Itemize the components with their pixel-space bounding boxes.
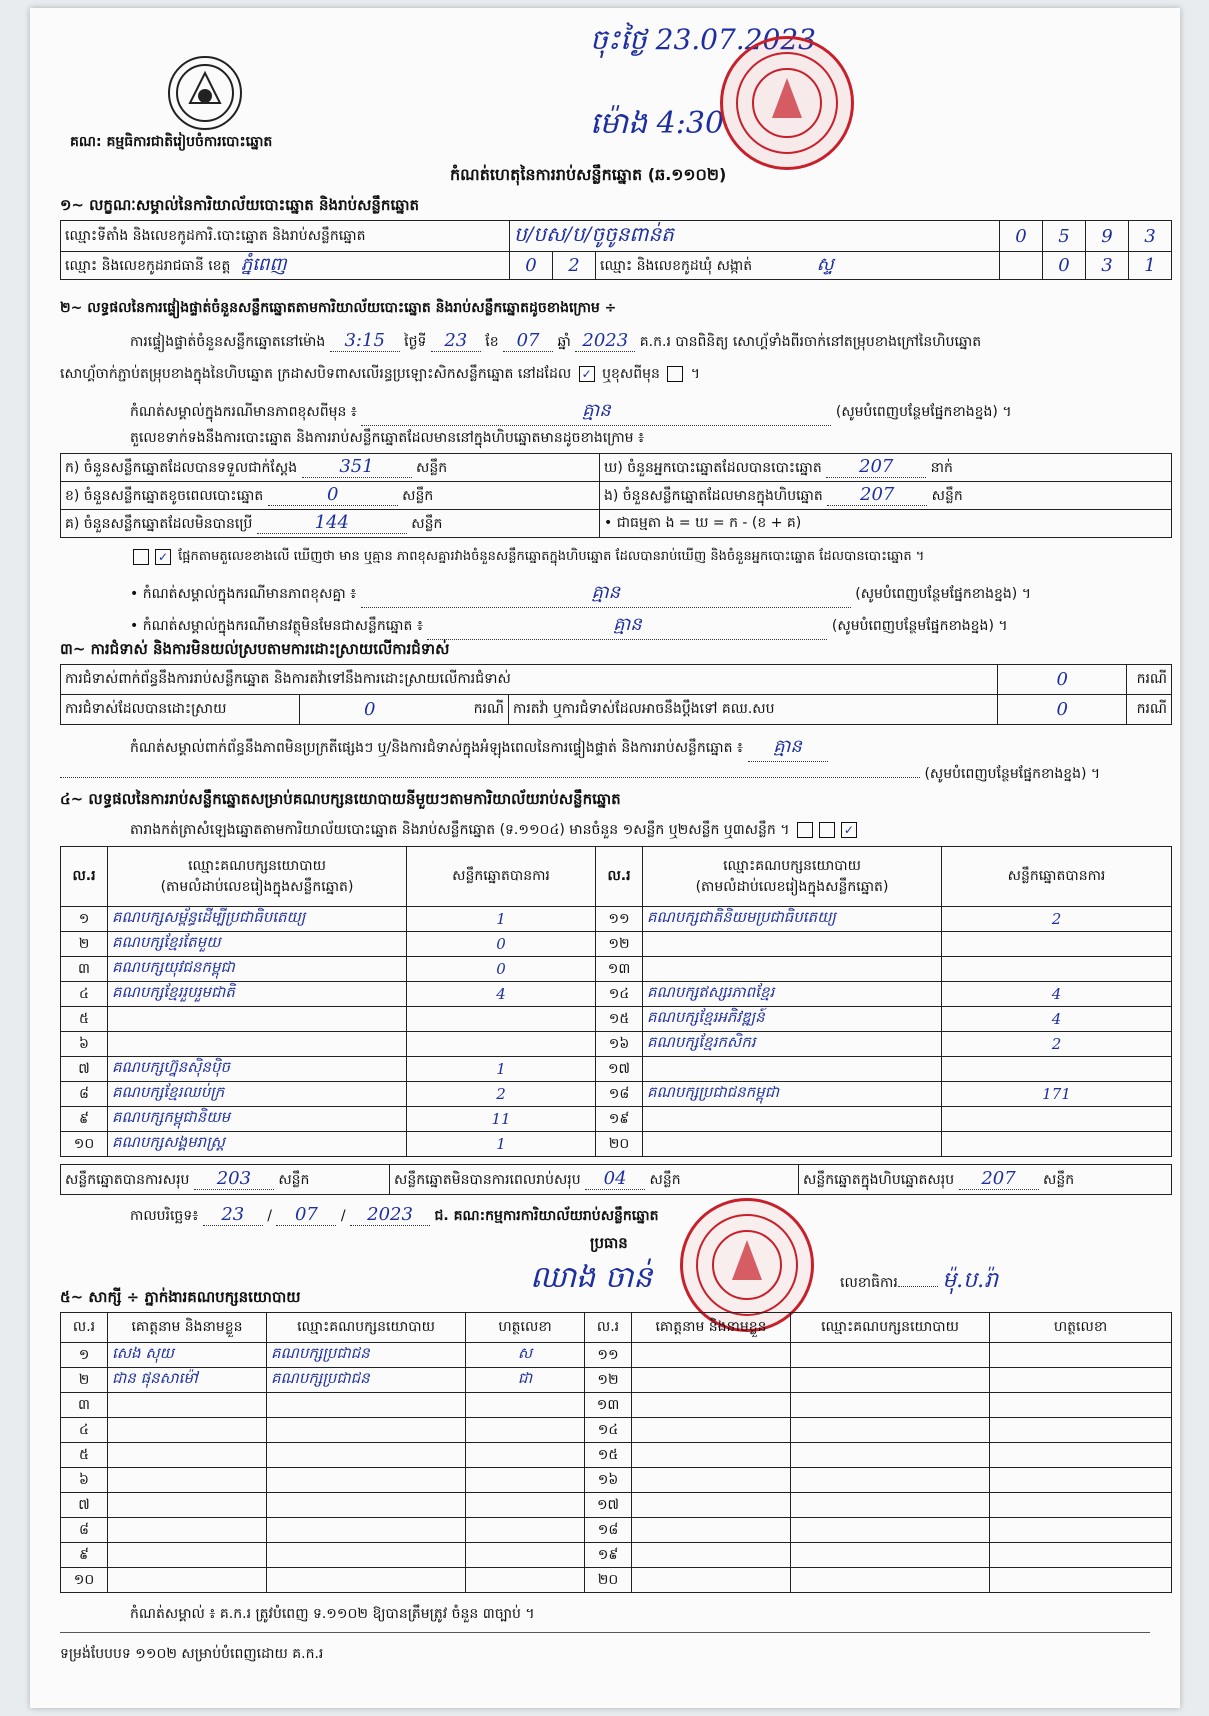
count-label: ង) ចំនួនសន្លឹកឆ្នោតដែលមានក្នុងហិបឆ្នោត	[604, 488, 823, 504]
bullet2-label: • កំណត់សម្គាល់ក្នុងករណីមានវត្ថុមិនមែនជាសន្លឹកឆ្នោត ៖	[130, 618, 423, 634]
sum-box-label: សន្លឹកឆ្នោតក្នុងហិបឆ្នោតសរុប	[803, 1172, 955, 1188]
witness-row	[61, 1518, 1172, 1543]
section2-line2: សោហ្គ័ចាក់ភ្ជាប់តម្រុបខាងក្នុងនៃហិបឆ្នោត ក្រដាសបិទពាសលើរន្ធប្រឡោះសិកសន្លឹកឆ្នោត នៅដដែល ✓ ឬខុសពីមុន ។	[60, 366, 701, 382]
col-votes: សន្លឹកឆ្នោតបានការ	[942, 847, 1172, 907]
col-sign: ហត្ថលេខា	[990, 1313, 1172, 1343]
row-no: ៩	[61, 1543, 108, 1568]
province-code-digit: 0	[510, 252, 553, 280]
row-no: ១៤	[596, 982, 643, 1007]
row-no: ១១	[596, 907, 643, 932]
witness-name	[108, 1418, 267, 1443]
party-vote-row	[61, 1082, 1172, 1107]
party-name: គណបក្សខ្មែរកសិករ	[643, 1032, 942, 1057]
party-vote-row	[61, 1032, 1172, 1057]
count-unit: សន្លឹក	[931, 488, 963, 504]
witness-signature: ស	[466, 1343, 585, 1368]
office-code-digit: 3	[1129, 221, 1172, 252]
province-value: ភ្នំពេញ	[240, 254, 287, 275]
party-votes	[942, 1057, 1172, 1082]
party-votes: 4	[407, 982, 596, 1007]
party-name	[108, 1007, 407, 1032]
has-diff-checkbox[interactable]	[133, 549, 149, 565]
row-no: ១៩	[585, 1543, 632, 1568]
party-name: គណបក្សសង្គមរាស្ត្រ	[108, 1132, 407, 1157]
witness-signature	[990, 1568, 1172, 1593]
party-votes: 0	[407, 957, 596, 982]
nec-logo-emblem	[168, 56, 242, 130]
party-votes-table	[60, 846, 1172, 1157]
row-no: ១៣	[585, 1393, 632, 1418]
row-no: ១៥	[585, 1443, 632, 1468]
section3-heading: ៣~ ការជំទាស់ និងការមិនយល់ស្របតាមការដោះស្រាយលើការជំទាស់	[60, 640, 450, 658]
office-label: ឈ្មោះទីតាំង និងលេខកូដការិ.បោះឆ្នោត និងរាប់សន្លឹកឆ្នោត	[61, 221, 510, 252]
witness-party	[791, 1468, 990, 1493]
count-value: 207	[827, 484, 927, 506]
col-party: ឈ្មោះគណបក្សនយោបាយ	[188, 857, 326, 874]
party-votes: 171	[942, 1082, 1172, 1107]
witness-name	[108, 1568, 267, 1593]
same-checkbox[interactable]: ✓	[579, 366, 595, 382]
col-party-sub: (តាមលំដាប់លេខរៀងក្នុងសន្លឹកឆ្នោត)	[160, 878, 354, 895]
section5-heading: ៥~ សាក្សី ÷ ភ្នាក់ងារគណបក្សនយោបាយ	[60, 1288, 301, 1306]
party-vote-row	[61, 1007, 1172, 1032]
party-name: គណបក្សខ្មែររួបរួមជាតិ	[108, 982, 407, 1007]
party-name	[643, 1057, 942, 1082]
witness-party	[791, 1443, 990, 1468]
witness-party	[791, 1343, 990, 1368]
witness-signature	[990, 1418, 1172, 1443]
witness-signature	[466, 1493, 585, 1518]
witness-name: ជាន ផុនសាម៉ៅ	[108, 1368, 267, 1393]
sum-valid: 203	[194, 1168, 274, 1190]
row-no: ៧	[61, 1493, 108, 1518]
province-code-digit: 2	[553, 252, 596, 280]
row-no: ១៧	[596, 1057, 643, 1082]
witness-row	[61, 1543, 1172, 1568]
bullet2-value: គ្មាន	[427, 612, 827, 640]
commune-code-digit: 1	[1129, 252, 1172, 280]
section4-intro	[130, 820, 860, 841]
section4-heading: ៤~ លទ្ធផលនៃការរាប់សន្លឹកឆ្នោតសម្រាប់គណបក្សនយោបាយនីមួយៗតាមការិយាល័យរាប់សន្លឹកឆ្នោត	[60, 790, 621, 808]
count-value: 144	[257, 512, 407, 534]
witness-name	[632, 1468, 791, 1493]
witness-party	[791, 1543, 990, 1568]
objections-table	[60, 664, 1172, 725]
province-label: ឈ្មោះ និងលេខកូដរាជធានី ខេត្ត	[65, 258, 231, 274]
witness-signature	[990, 1468, 1172, 1493]
verify-day: 23	[431, 330, 481, 352]
witness-name	[632, 1493, 791, 1518]
office-code-digit: 5	[1043, 221, 1086, 252]
bullet2-line	[130, 612, 1008, 640]
witness-name	[632, 1443, 791, 1468]
row-no: ៤	[61, 982, 108, 1007]
irregularity-label: កំណត់សម្គាល់ពាក់ព័ន្ធនឹងភាពមិនប្រក្រតីផ្សេងៗ ឬ/និងការជំទាស់ក្នុងអំឡុងពេលនៃការផ្ទៀងផ្ទាត់ និងការរាប់សន្លឹកឆ្នោត ៖	[130, 740, 744, 756]
party-votes: 4	[942, 982, 1172, 1007]
date-year: 2023	[350, 1204, 430, 1226]
verify-month: 07	[503, 330, 553, 352]
note-value: គ្មាន	[361, 398, 831, 426]
secretary-signature: ម៉ុ.ប.រ៉ា	[942, 1268, 999, 1293]
party-votes	[942, 1132, 1172, 1157]
witness-row	[61, 1493, 1172, 1518]
row-no: ១៩	[596, 1107, 643, 1132]
received-time: ម៉ោង 4:30	[590, 106, 725, 141]
office-value: ប/បស/ប/ចូចូនពាន់ត	[514, 222, 674, 246]
section3-hint-line	[60, 764, 1100, 785]
date-line: កាលបរិច្ឆេទ៖ 23 / 07 / 2023 ជ. គណ:កម្មការការិយាល័យរាប់សន្លឹកឆ្នោត	[130, 1204, 659, 1225]
seal-line: សោហ្គ័ចាក់ភ្ជាប់តម្រុបខាងក្នុងនៃហិបឆ្នោត ក្រដាសបិទពាសលើរន្ធប្រឡោះសិកសន្លឹកឆ្នោត នៅដដែល	[60, 366, 572, 382]
sum-invalid: 04	[585, 1168, 645, 1190]
day-label: ថ្ងៃទី	[404, 334, 427, 350]
party-votes	[407, 1007, 596, 1032]
witness-signature	[990, 1443, 1172, 1468]
commune-label: ឈ្មោះ និងលេខកូដឃុំ សង្កាត់	[600, 258, 753, 274]
party-votes: 1	[407, 1132, 596, 1157]
row-no: ៨	[61, 1082, 108, 1107]
section1-table	[60, 220, 1172, 280]
row-no: ២	[61, 1368, 108, 1393]
party-vote-row	[61, 1132, 1172, 1157]
witness-party	[791, 1418, 990, 1443]
note-label: កំណត់សម្គាល់ក្នុងករណីមានភាពខុសពីមុន ៖	[130, 404, 357, 420]
party-votes	[942, 957, 1172, 982]
witness-party	[791, 1518, 990, 1543]
section2-note	[130, 398, 1012, 426]
row-no: ១៥	[596, 1007, 643, 1032]
footer-divider	[60, 1632, 1150, 1633]
objection-value: 0	[998, 665, 1127, 695]
witness-party	[267, 1493, 466, 1518]
col-no: ល.រ	[596, 847, 643, 907]
sum-invalid-label: សន្លឹកឆ្នោតមិនបានការពេលរាប់សរុប	[394, 1172, 581, 1188]
party-votes	[407, 1032, 596, 1057]
row-no: ៣	[61, 957, 108, 982]
witness-row	[61, 1468, 1172, 1493]
witness-name	[632, 1543, 791, 1568]
changed-checkbox[interactable]	[667, 366, 683, 382]
party-name	[643, 932, 942, 957]
witness-party	[791, 1568, 990, 1593]
row-no: ១៣	[596, 957, 643, 982]
col-party: ឈ្មោះគណបក្សនយោបាយ	[267, 1313, 466, 1343]
section1-heading: ១~ លក្ខណៈសម្គាល់នៃការិយាល័យបោះឆ្នោត និងរាប់សន្លឹកឆ្នោត	[60, 196, 420, 214]
case-unit: ករណី	[1127, 695, 1172, 725]
col-name: គោត្តនាម និងនាមខ្លួន	[632, 1313, 791, 1343]
commune-code-digit: 3	[1086, 252, 1129, 280]
col-no: ល.រ	[61, 847, 108, 907]
party-name	[643, 1132, 942, 1157]
witness-party	[267, 1568, 466, 1593]
witness-signature	[466, 1543, 585, 1568]
one-sheet-checkbox[interactable]	[797, 822, 813, 838]
date-label: កាលបរិច្ឆេទ៖	[130, 1208, 199, 1224]
official-stamp-top	[720, 36, 854, 170]
sum-valid-label: សន្លឹកឆ្នោតបានការសរុប	[65, 1172, 190, 1188]
witness-row	[61, 1368, 1172, 1393]
commune-value: ស្ទ	[816, 254, 834, 275]
row-no: ៥	[61, 1443, 108, 1468]
col-votes: សន្លឹកឆ្នោតបានការ	[407, 847, 596, 907]
party-name: គណបក្សប្រជាជនកម្ពុជា	[643, 1082, 942, 1107]
sum-unit: សន្លឹក	[278, 1172, 310, 1188]
date-day: 23	[203, 1204, 263, 1226]
col-no: ល.រ	[61, 1313, 108, 1343]
section3-note	[130, 734, 828, 762]
row-no: ១៦	[585, 1468, 632, 1493]
sum-box: 207	[959, 1168, 1039, 1190]
party-name: គណបក្សឥស្សរភាពខ្មែរ	[643, 982, 942, 1007]
row-no: ៦	[61, 1032, 108, 1057]
verify-time: 3:15	[330, 330, 400, 352]
row-no: ១២	[596, 932, 643, 957]
row-no: ១០	[61, 1132, 108, 1157]
witness-party	[267, 1443, 466, 1468]
secretary-label: លេខាធិការ	[840, 1275, 898, 1291]
tally-sheet-text: តារាងកត់ត្រាសំឡេងឆ្នោតតាមការិយាល័យបោះឆ្នោត និងរាប់សន្លឹកឆ្នោត (ទ.១១០៤) មានចំនួន ១សន្លឹក ឬ២សន្លឹក ឬ៣សន្លឹក ។	[130, 822, 790, 838]
party-name: គណបក្សកម្ពុជានិយម	[108, 1107, 407, 1132]
appeal-label: ការតវ៉ា ឬការជំទាស់ដែលអាចនឹងប្តឹងទៅ គឈ.សប	[509, 695, 998, 725]
witness-name	[108, 1518, 267, 1543]
form-title: កំណត់ហេតុនៃការរាប់សន្លឹកឆ្នោត (ឆ.១១០២)	[450, 165, 727, 184]
witness-signature	[990, 1543, 1172, 1568]
party-votes	[942, 932, 1172, 957]
office-code-digit: 0	[1000, 221, 1043, 252]
witness-signature	[990, 1343, 1172, 1368]
party-name: គណបក្សហ្វ៊ុនស៊ិនប៉ិច	[108, 1057, 407, 1082]
compare-text: ផ្អែកតាមតួលេខខាងលើ ឃើញថា មាន ឬគ្មាន ភាពខុសគ្នារវាងចំនួនសន្លឹកឆ្នោតក្នុងហិបឆ្នោត ដែលបានរាប់ឃើញ និងចំនួនអ្នកបោះឆ្នោត ដែលបានបោះឆ្នោត ។	[178, 549, 925, 564]
witness-party	[791, 1393, 990, 1418]
secretary-line	[840, 1266, 998, 1298]
witness-row	[61, 1418, 1172, 1443]
section2-line1	[130, 330, 981, 353]
witness-signature	[466, 1393, 585, 1418]
col-party-sub: (តាមលំដាប់លេខរៀងក្នុងសន្លឹកឆ្នោត)	[695, 878, 889, 895]
witness-signature	[466, 1443, 585, 1468]
count-unit: នាក់	[930, 460, 953, 476]
witness-party	[267, 1393, 466, 1418]
col-name: គោត្តនាម និងនាមខ្លួន	[108, 1313, 267, 1343]
committee-label: ជ. គណ:កម្មការការិយាល័យរាប់សន្លឹកឆ្នោត	[434, 1208, 659, 1224]
witness-signature: ជា	[466, 1368, 585, 1393]
count-value: 0	[268, 484, 398, 506]
year-label: ឆ្នាំ	[557, 334, 571, 350]
witness-row	[61, 1568, 1172, 1593]
witness-party: គណបក្សប្រជាជន	[267, 1368, 466, 1393]
col-sign: ហត្ថលេខា	[466, 1313, 585, 1343]
bullet1-label: • កំណត់សម្គាល់ក្នុងករណីមានភាពខុសគ្នា ៖	[130, 586, 357, 602]
witness-party	[791, 1493, 990, 1518]
witness-signature	[466, 1468, 585, 1493]
footer-note: កំណត់សម្គាល់ ៖ គ.ក.រ ត្រូវបំពេញ ទ.១១០២ ឱ្យបានត្រឹមត្រូវ ចំនួន ៣ច្បាប់ ។	[130, 1606, 535, 1622]
row-no: ១៨	[585, 1518, 632, 1543]
verify-line-end: គ.ក.រ បានពិនិត្យ សោហ្គ័ទាំងពីរចាក់នៅតម្រុបខាងក្រៅនៃហិបឆ្នោត	[639, 334, 982, 350]
row-no: ១	[61, 907, 108, 932]
party-vote-row	[61, 907, 1172, 932]
party-name: គណបក្សយុវជនកម្ពុជា	[108, 957, 407, 982]
witness-table	[60, 1312, 1172, 1593]
objection-label: ការជំទាស់ពាក់ព័ន្ធនឹងការរាប់សន្លឹកឆ្នោត និងការតវ៉ាទៅនឹងការដោះស្រាយលើការជំទាស់	[61, 665, 998, 695]
witness-row	[61, 1343, 1172, 1368]
row-no: ៣	[61, 1393, 108, 1418]
resolved-label: ការជំទាស់ដែលបានដោះស្រាយ	[61, 695, 300, 725]
form-sheet	[30, 8, 1180, 1708]
count-unit: សន្លឹក	[416, 460, 448, 476]
witness-signature	[990, 1493, 1172, 1518]
row-no: ៦	[61, 1468, 108, 1493]
office-code-digit: 9	[1086, 221, 1129, 252]
party-votes: 11	[407, 1107, 596, 1132]
resolved-value: 0	[364, 699, 376, 720]
party-name	[643, 957, 942, 982]
case-unit: ករណី	[1127, 665, 1172, 695]
witness-name	[108, 1443, 267, 1468]
date-month: 07	[276, 1204, 336, 1226]
party-name	[643, 1107, 942, 1132]
witness-party	[791, 1368, 990, 1393]
count-label: គ) ចំនួនសន្លឹកឆ្នោតដែលមិនបានប្រើ	[65, 516, 253, 532]
chair-label: ប្រធាន	[590, 1234, 628, 1252]
chair-signature: ឈាង ចាន់	[530, 1260, 653, 1295]
bullet1-line	[130, 580, 1031, 608]
vote-totals-table	[60, 1164, 1172, 1195]
col-party: ឈ្មោះគណបក្សនយោបាយ	[723, 857, 861, 874]
witness-name	[108, 1493, 267, 1518]
bullet1-value: គ្មាន	[361, 580, 851, 608]
fill-hint: (សូមបំពេញបន្ថែមផ្នែកខាងខ្នង) ។	[855, 586, 1031, 602]
verify-year: 2023	[575, 330, 635, 352]
fill-hint: (សូមបំពេញបន្ថែមផ្នែកខាងខ្នង) ។	[831, 618, 1008, 634]
form-code-line: ទម្រង់បែបបទ ១១០២ សម្រាប់បំពេញដោយ គ.ក.រ	[60, 1646, 324, 1662]
row-no: ៥	[61, 1007, 108, 1032]
witness-signature	[466, 1418, 585, 1443]
witness-signature	[990, 1518, 1172, 1543]
witness-party	[267, 1418, 466, 1443]
party-name: គណបក្សខ្មែរឈប់ក្រ	[108, 1082, 407, 1107]
row-no: ១៧	[585, 1493, 632, 1518]
committee-name: គណ: គម្មធិការជាតិរៀបចំការបោះឆ្នោត	[70, 134, 273, 150]
witness-name	[108, 1468, 267, 1493]
party-votes: 1	[407, 1057, 596, 1082]
row-no: ៧	[61, 1057, 108, 1082]
two-sheet-checkbox[interactable]	[819, 822, 835, 838]
party-votes: 2	[942, 907, 1172, 932]
three-sheet-checkbox[interactable]: ✓	[841, 822, 857, 838]
row-no: ២០	[585, 1568, 632, 1593]
received-date: ចុះថ្ងៃ 23.07.2023	[590, 23, 816, 56]
count-unit: សន្លឹក	[402, 488, 434, 504]
formula-text: • ជាធម្មតា ង = ឃ = ក - (ខ + គ)	[604, 515, 802, 531]
sum-unit: សន្លឹក	[1042, 1172, 1075, 1188]
changed-label: ឬខុសពីមុន	[602, 366, 660, 382]
witness-signature	[990, 1393, 1172, 1418]
row-no: ៨	[61, 1518, 108, 1543]
irregularity-value: គ្មាន	[748, 734, 828, 762]
row-no: ១០	[61, 1568, 108, 1593]
witness-name	[108, 1543, 267, 1568]
count-label: ក) ចំនួនសន្លឹកឆ្នោតដែលបានទទួលជាក់ស្តែង	[65, 460, 298, 476]
witness-signature	[990, 1368, 1172, 1393]
party-name: គណបក្សសម្ព័ន្ធដើម្បីប្រជាធិបតេយ្យ	[108, 907, 407, 932]
section2-intro: តួលេខទាក់ទងនឹងការបោះឆ្នោត និងការរាប់សន្លឹកឆ្នោតដែលមាននៅក្នុងហិបឆ្នោតមានដូចខាងក្រោម ៖	[130, 430, 645, 446]
witness-party: គណបក្សប្រជាជន	[267, 1343, 466, 1368]
witness-name	[632, 1568, 791, 1593]
witness-party	[267, 1543, 466, 1568]
party-name	[108, 1032, 407, 1057]
count-unit: សន្លឹក	[411, 516, 443, 532]
party-name: គណបក្សខ្មែរអភិវឌ្ឍន៍	[643, 1007, 942, 1032]
witness-name: សេង សុយ	[108, 1343, 267, 1368]
party-vote-row	[61, 1107, 1172, 1132]
count-label: ខ) ចំនួនសន្លឹកឆ្នោតខូចពេលបោះឆ្នោត	[65, 488, 264, 504]
count-value: 351	[302, 456, 412, 478]
party-votes: 0	[407, 932, 596, 957]
no-diff-checkbox[interactable]: ✓	[155, 549, 171, 565]
verify-time-label: ការផ្ទៀងផ្ទាត់ចំនួនសន្លឹកឆ្នោតនៅម៉ោង	[130, 334, 326, 350]
col-party: ឈ្មោះគណបក្សនយោបាយ	[791, 1313, 990, 1343]
compare-line	[130, 548, 924, 567]
witness-signature	[466, 1518, 585, 1543]
row-no: ២	[61, 932, 108, 957]
sum-unit: សន្លឹក	[649, 1172, 681, 1188]
witness-name	[632, 1368, 791, 1393]
witness-party	[267, 1468, 466, 1493]
party-votes: 2	[942, 1032, 1172, 1057]
commune-code-digit: 0	[1043, 252, 1086, 280]
ballot-counts-table	[60, 453, 1172, 538]
fill-hint: (សូមបំពេញបន្ថែមផ្នែកខាងខ្នង) ។	[924, 766, 1101, 782]
appeal-value: 0	[998, 695, 1127, 725]
fill-hint: (សូមបំពេញបន្ថែមផ្នែកខាងខ្នង) ។	[835, 404, 1012, 420]
row-no: ១៦	[596, 1032, 643, 1057]
witness-name	[108, 1393, 267, 1418]
row-no: ១២	[585, 1368, 632, 1393]
party-votes: 2	[407, 1082, 596, 1107]
witness-row	[61, 1443, 1172, 1468]
party-vote-row	[61, 957, 1172, 982]
col-no: ល.រ	[585, 1313, 632, 1343]
row-no: ១៨	[596, 1082, 643, 1107]
count-label: ឃ) ចំនួនអ្នកបោះឆ្នោតដែលបានបោះឆ្នោត	[604, 460, 822, 476]
row-no: ៩	[61, 1107, 108, 1132]
row-no: ១១	[585, 1343, 632, 1368]
witness-row	[61, 1393, 1172, 1418]
witness-name	[632, 1393, 791, 1418]
row-no: ១	[61, 1343, 108, 1368]
witness-name	[632, 1518, 791, 1543]
party-votes	[942, 1107, 1172, 1132]
witness-name	[632, 1343, 791, 1368]
party-votes: 4	[942, 1007, 1172, 1032]
witness-signature	[466, 1568, 585, 1593]
month-label: ខែ	[485, 334, 499, 350]
party-name: គណបក្សខ្មែរតែមួយ	[108, 932, 407, 957]
section2-heading: ២~ លទ្ធផលនៃការផ្ទៀងផ្ទាត់ចំនួនសន្លឹកឆ្នោតតាមការិយាល័យបោះឆ្នោត និងរាប់សន្លឹកឆ្នោតដូចខាងក្រោម ÷	[60, 300, 617, 316]
witness-name	[632, 1418, 791, 1443]
case-unit: ករណី	[473, 701, 504, 717]
witness-party	[267, 1518, 466, 1543]
party-votes: 1	[407, 907, 596, 932]
row-no: ៤	[61, 1418, 108, 1443]
count-value: 207	[826, 456, 926, 478]
party-name: គណបក្សជាតិនិយមប្រជាធិបតេយ្យ	[643, 907, 942, 932]
party-vote-row	[61, 982, 1172, 1007]
party-vote-row	[61, 1057, 1172, 1082]
party-vote-row	[61, 932, 1172, 957]
row-no: ១៤	[585, 1418, 632, 1443]
row-no: ២០	[596, 1132, 643, 1157]
